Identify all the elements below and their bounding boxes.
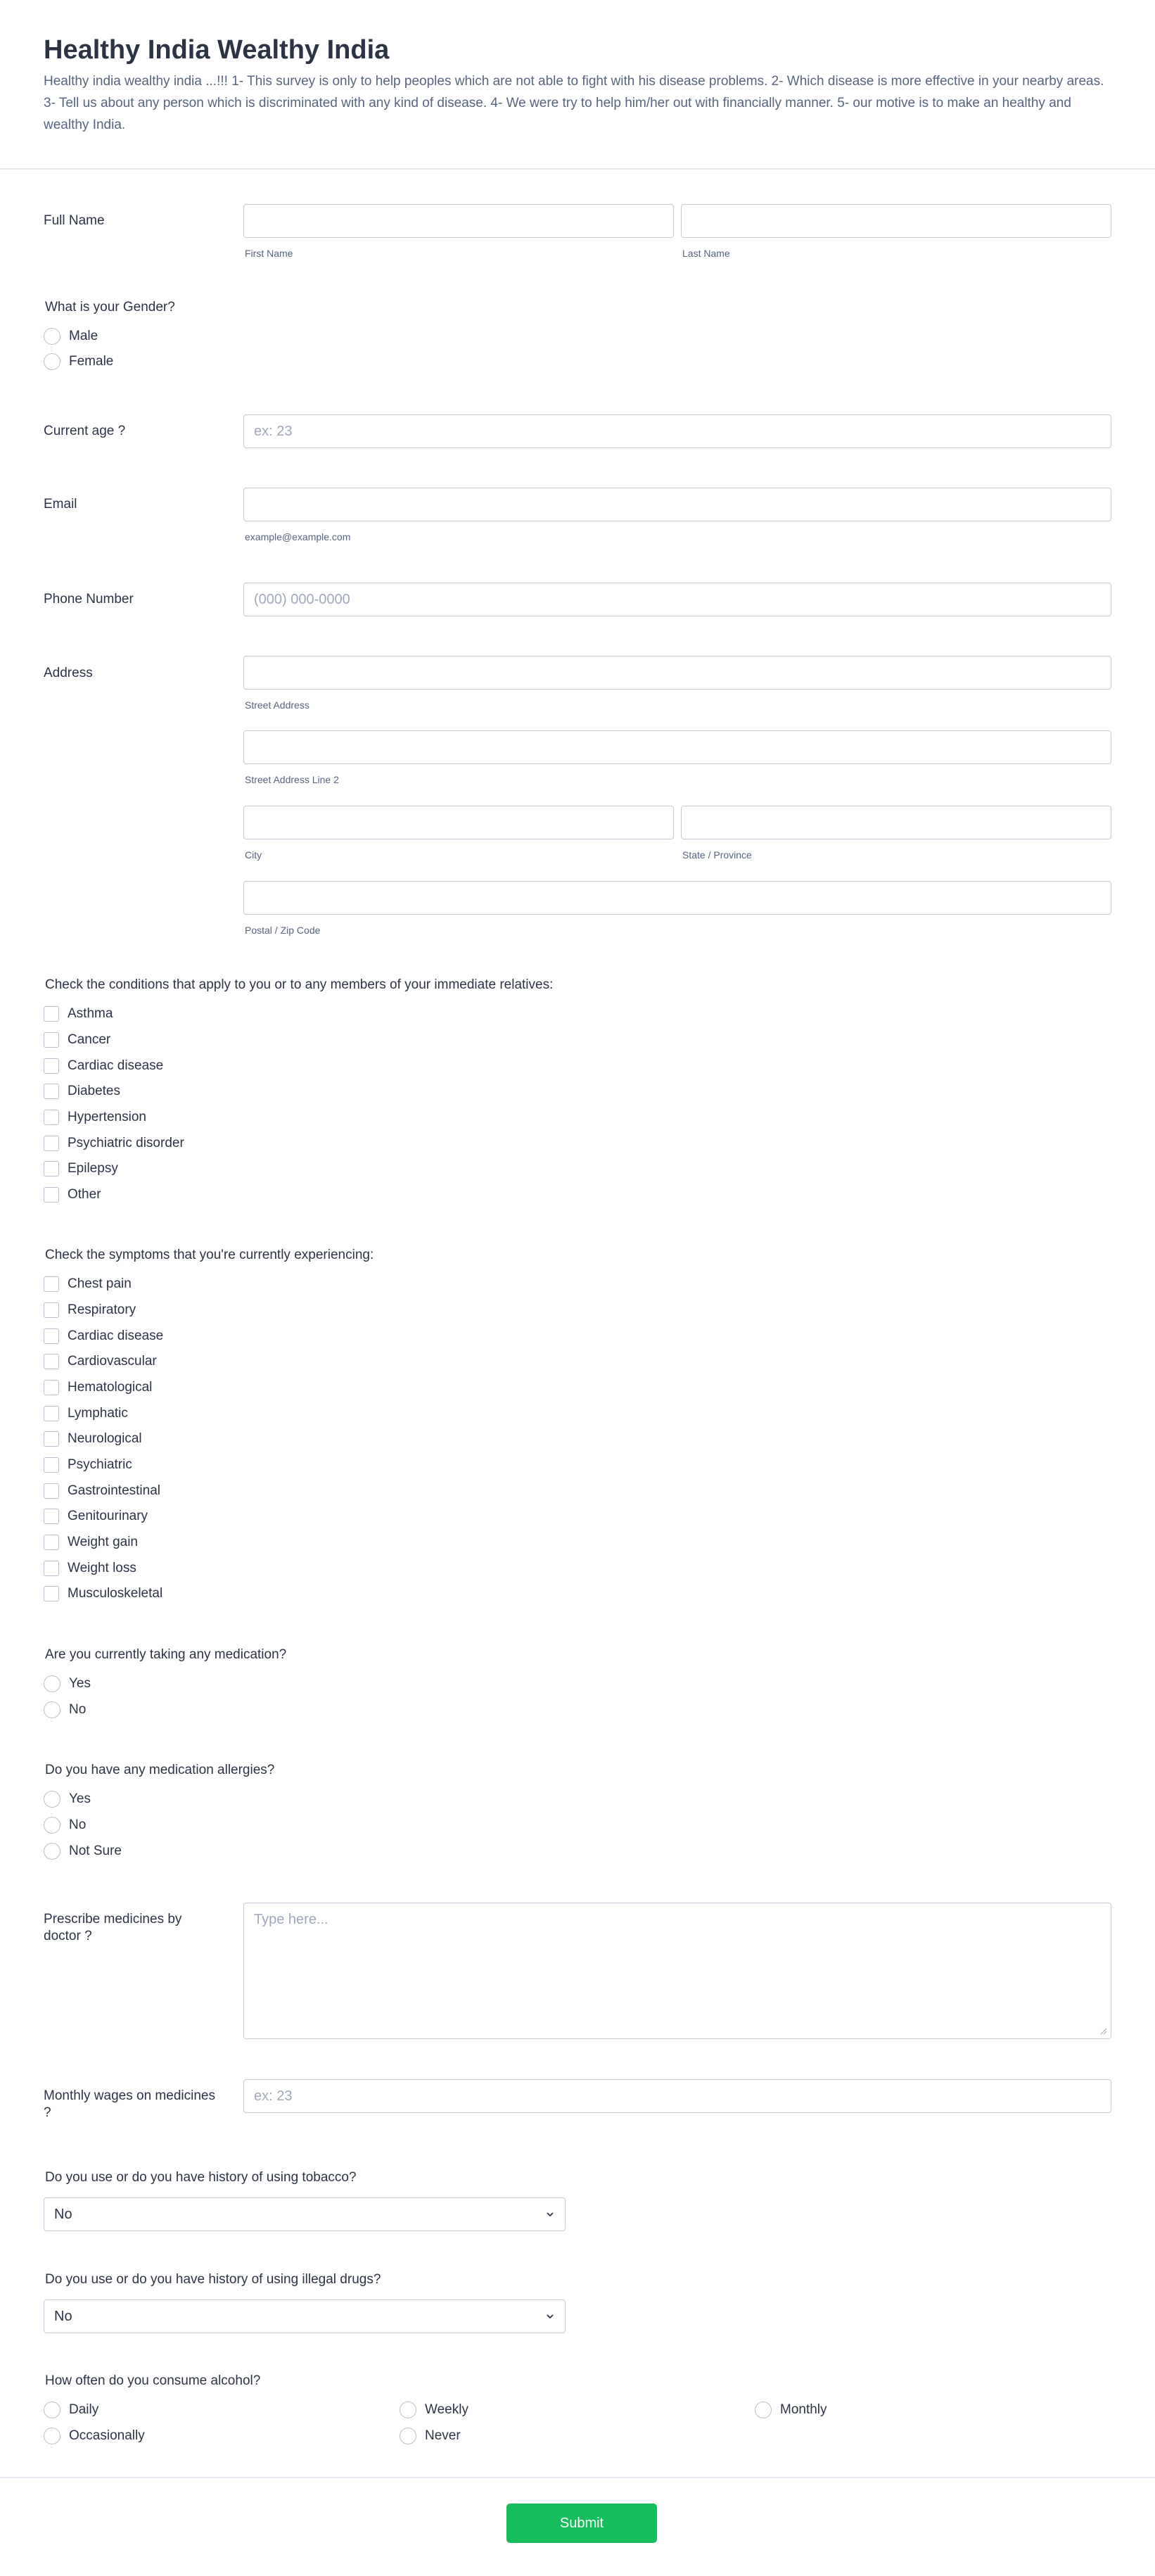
radio-button[interactable]	[44, 1675, 60, 1692]
gender-option-male[interactable]	[44, 327, 98, 345]
symptom-option[interactable]	[44, 1327, 163, 1345]
option-label: Genitourinary	[68, 1509, 148, 1523]
option-label: Cardiovascular	[68, 1354, 157, 1369]
gender-label: What is your Gender?	[45, 300, 175, 315]
symptom-option[interactable]	[44, 1507, 148, 1525]
allergies-label: Do you have any medication allergies?	[45, 1763, 275, 1777]
condition-option[interactable]	[44, 1057, 163, 1075]
radio-button[interactable]	[44, 1701, 60, 1718]
option-label: Daily	[69, 2402, 99, 2417]
street-address-line2-sublabel: Street Address Line 2	[245, 774, 339, 785]
radio-button[interactable]	[44, 1843, 60, 1860]
option-label: Yes	[69, 1791, 91, 1806]
state-input[interactable]	[681, 806, 1111, 839]
select-value: No	[54, 2308, 72, 2324]
radio-button[interactable]	[44, 2401, 60, 2418]
option-label: Female	[69, 354, 114, 369]
symptom-option[interactable]	[44, 1533, 138, 1552]
option-label: Weight loss	[68, 1561, 136, 1575]
form-title: Healthy India Wealthy India	[44, 35, 390, 65]
checkbox[interactable]	[44, 1302, 59, 1318]
option-label: Hypertension	[68, 1110, 146, 1124]
checkbox[interactable]	[44, 1457, 59, 1473]
option-label: Never	[425, 2428, 461, 2443]
prescribe-label-line2: doctor ?	[44, 1929, 92, 1943]
option-label: Neurological	[68, 1431, 142, 1446]
option-label: Other	[68, 1187, 101, 1202]
medication-option-yes[interactable]	[44, 1675, 91, 1693]
checkbox[interactable]	[44, 1161, 59, 1176]
checkbox[interactable]	[44, 1276, 59, 1292]
checkbox[interactable]	[44, 1586, 59, 1601]
option-label: Lymphatic	[68, 1406, 128, 1421]
street-address-input[interactable]	[243, 656, 1111, 690]
checkbox[interactable]	[44, 1561, 59, 1576]
option-label: Epilepsy	[68, 1161, 118, 1176]
symptom-option[interactable]	[44, 1559, 136, 1578]
checkbox[interactable]	[44, 1483, 59, 1499]
option-label: Occasionally	[69, 2428, 145, 2443]
tobacco-select[interactable]	[44, 2197, 566, 2231]
street-address-line2-input[interactable]	[243, 730, 1111, 764]
option-label: Psychiatric	[68, 1457, 132, 1472]
symptom-option[interactable]	[44, 1430, 142, 1448]
option-label: Respiratory	[68, 1302, 136, 1317]
age-label: Current age ?	[44, 424, 126, 438]
symptom-option[interactable]	[44, 1585, 162, 1603]
option-label: Monthly	[780, 2402, 827, 2417]
allergies-option-no[interactable]	[44, 1816, 86, 1834]
condition-option[interactable]	[44, 1160, 118, 1178]
medication-label: Are you currently taking any medication?	[45, 1647, 287, 1662]
checkbox[interactable]	[44, 1058, 59, 1074]
option-label: Musculoskeletal	[68, 1586, 163, 1601]
form-description: Healthy india wealthy india ...!!! 1- This survey is only to help peoples which are not able to fight with his disease problems. 2- Which disease is more effective in your nearby areas. 3- Tell us about any person which is discriminated with any kind of disease. 4- We were try to help him/her out with financially manner. 5- our motive is to make an healthy and wealthy India.	[44, 74, 1104, 132]
alcohol-option-never[interactable]	[400, 2427, 461, 2445]
checkbox[interactable]	[44, 1354, 59, 1369]
option-label: Asthma	[68, 1006, 113, 1021]
option-label: Hematological	[68, 1380, 153, 1395]
last-name-sublabel: Last Name	[682, 248, 730, 259]
symptoms-label: Check the symptoms that you're currently experiencing:	[45, 1248, 374, 1262]
medication-option-no[interactable]	[44, 1701, 86, 1719]
radio-button[interactable]	[44, 1817, 60, 1834]
option-label: No	[69, 1817, 87, 1832]
wages-label-line1: Monthly wages on medicines	[44, 2088, 215, 2103]
radio-button[interactable]	[400, 2428, 416, 2444]
select-value: No	[54, 2206, 72, 2222]
checkbox[interactable]	[44, 1187, 59, 1203]
radio-button[interactable]	[755, 2401, 772, 2418]
age-input[interactable]	[243, 414, 1111, 448]
condition-option[interactable]	[44, 1134, 184, 1153]
submit-button[interactable]: Submit	[506, 2504, 657, 2543]
zip-code-sublabel: Postal / Zip Code	[245, 925, 321, 936]
drugs-select[interactable]	[44, 2299, 566, 2333]
symptom-option[interactable]	[44, 1404, 128, 1423]
alcohol-option-monthly[interactable]	[755, 2401, 827, 2419]
checkbox[interactable]	[44, 1006, 59, 1022]
checkbox[interactable]	[44, 1380, 59, 1395]
option-label: No	[69, 1702, 87, 1717]
checkbox[interactable]	[44, 1110, 59, 1125]
condition-option[interactable]	[44, 1031, 110, 1049]
option-label: Weight gain	[68, 1535, 138, 1549]
wages-input[interactable]	[243, 2079, 1111, 2113]
last-name-input[interactable]	[681, 204, 1111, 238]
prescribe-textarea[interactable]	[243, 1903, 1111, 2039]
footer-divider	[0, 2477, 1155, 2478]
prescribe-label-line1: Prescribe medicines by	[44, 1912, 182, 1927]
city-sublabel: City	[245, 849, 262, 861]
address-label: Address	[44, 666, 93, 680]
email-label: Email	[44, 497, 77, 512]
radio-button[interactable]	[44, 2428, 60, 2444]
form-header	[0, 0, 1155, 170]
option-label: Cancer	[68, 1032, 111, 1047]
condition-option[interactable]	[44, 1005, 113, 1023]
option-label: Male	[69, 329, 98, 343]
condition-option[interactable]	[44, 1108, 146, 1127]
drugs-label: Do you use or do you have history of using illegal drugs?	[45, 2272, 381, 2287]
checkbox[interactable]	[44, 1509, 59, 1524]
checkbox[interactable]	[44, 1431, 59, 1447]
gender-option-female[interactable]	[44, 353, 113, 371]
tobacco-label: Do you use or do you have history of using tobacco?	[45, 2170, 357, 2185]
condition-option[interactable]	[44, 1082, 120, 1100]
full-name-label: Full Name	[44, 213, 105, 228]
alcohol-option-weekly[interactable]	[400, 2401, 468, 2419]
checkbox[interactable]	[44, 1032, 59, 1048]
checkbox[interactable]	[44, 1535, 59, 1550]
radio-button[interactable]	[44, 353, 60, 370]
zip-code-input[interactable]	[243, 881, 1111, 915]
option-label: Chest pain	[68, 1276, 132, 1291]
alcohol-option-occasionally[interactable]	[44, 2427, 145, 2445]
symptom-option[interactable]	[44, 1378, 152, 1397]
checkbox[interactable]	[44, 1084, 59, 1099]
conditions-label: Check the conditions that apply to you or to any members of your immediate relatives:	[45, 977, 554, 992]
first-name-sublabel: First Name	[245, 248, 293, 259]
symptom-option[interactable]	[44, 1275, 132, 1293]
resize-grip-icon[interactable]	[1100, 2028, 1107, 2035]
option-label: Psychiatric disorder	[68, 1136, 184, 1150]
option-label: Diabetes	[68, 1084, 120, 1098]
symptom-option[interactable]	[44, 1482, 160, 1500]
option-label: Gastrointestinal	[68, 1483, 161, 1498]
condition-option[interactable]	[44, 1186, 101, 1204]
phone-input[interactable]	[243, 583, 1111, 616]
street-address-sublabel: Street Address	[245, 699, 310, 711]
chevron-down-icon	[545, 2209, 555, 2219]
wages-label-line2: ?	[44, 2105, 51, 2120]
option-label: Not Sure	[69, 1844, 122, 1858]
option-label: Weekly	[425, 2402, 468, 2417]
state-sublabel: State / Province	[682, 849, 752, 861]
alcohol-label: How often do you consume alcohol?	[45, 2373, 261, 2388]
symptom-option[interactable]	[44, 1456, 132, 1474]
symptom-option[interactable]	[44, 1352, 157, 1371]
first-name-input[interactable]	[243, 204, 674, 238]
radio-button[interactable]	[44, 1791, 60, 1808]
checkbox[interactable]	[44, 1406, 59, 1421]
phone-label: Phone Number	[44, 592, 134, 607]
radio-button[interactable]	[400, 2401, 416, 2418]
chevron-down-icon	[545, 2311, 555, 2321]
allergies-option-yes[interactable]	[44, 1790, 91, 1808]
alcohol-option-daily[interactable]	[44, 2401, 98, 2419]
checkbox[interactable]	[44, 1136, 59, 1151]
option-label: Cardiac disease	[68, 1328, 164, 1343]
radio-button[interactable]	[44, 328, 60, 345]
option-label: Yes	[69, 1676, 91, 1691]
email-sublabel: example@example.com	[245, 531, 351, 543]
option-label: Cardiac disease	[68, 1058, 164, 1073]
city-input[interactable]	[243, 806, 674, 839]
allergies-option-not-sure[interactable]	[44, 1842, 122, 1860]
email-input[interactable]	[243, 488, 1111, 521]
checkbox[interactable]	[44, 1328, 59, 1344]
symptom-option[interactable]	[44, 1301, 136, 1319]
